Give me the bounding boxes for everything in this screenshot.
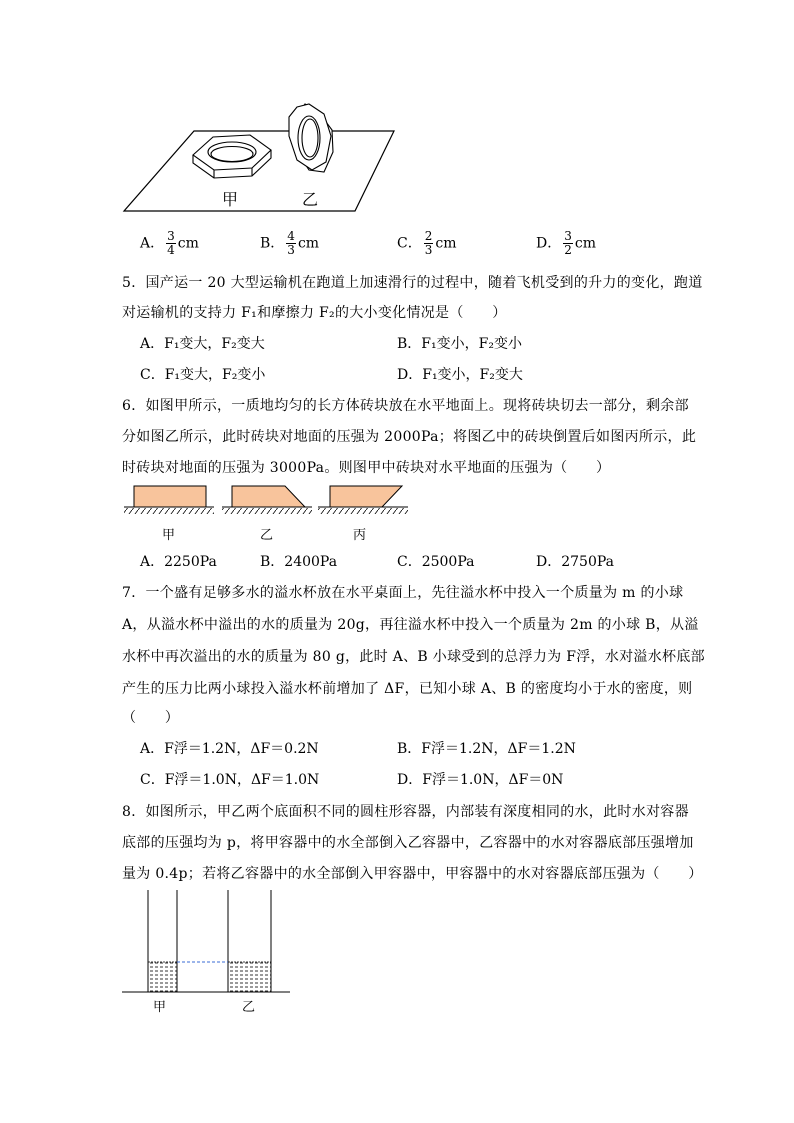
q6-option-b[interactable]: B．2400Pa	[260, 554, 338, 570]
nuts-figure	[0, 0, 794, 230]
q8-stem-line: 量为 0.4p；若将乙容器中的水全部倒入甲容器中，甲容器中的水对容器底部压强为（ ）	[122, 866, 703, 882]
q6-option-c[interactable]: C．2500Pa	[397, 554, 475, 570]
brick-bing	[330, 486, 402, 507]
water-jia	[148, 962, 177, 992]
q4-option-b[interactable]: B． $\frac{4}{3}$ cm	[260, 229, 320, 257]
q5-option-a[interactable]: A．F₁变大，F₂变大	[140, 336, 265, 352]
q8-label-jia: 甲	[153, 1000, 167, 1015]
flat-nut	[193, 135, 271, 178]
brick-figure	[0, 478, 794, 538]
q4-option-a[interactable]: A． $\frac{3}{4}$ cm	[140, 229, 199, 257]
q7-option-d[interactable]: D．F浮＝1.0N，ΔF＝0N	[397, 772, 564, 788]
q7-option-a[interactable]: A．F浮＝1.2N，ΔF＝0.2N	[140, 741, 319, 757]
upright-nut	[289, 104, 333, 172]
q8-stem-line: 8．如图所示，甲乙两个底面积不同的圆柱形容器，内部装有深度相同的水，此时水对容器	[122, 804, 689, 820]
q5-option-b[interactable]: B．F₁变小，F₂变小	[397, 336, 522, 352]
q6-stem-line: 6．如图甲所示，一质地均匀的长方体砖块放在水平地面上。现将砖块切去一部分，剩余部	[122, 398, 689, 414]
q7-stem-line: 产生的压力比两小球投入溢水杯前增加了 ΔF，已知小球 A、B 的密度均小于水的密度，则	[122, 681, 693, 697]
q4-label-jia: 甲	[222, 190, 239, 209]
q6-option-a[interactable]: A．2250Pa	[140, 554, 217, 570]
q7-stem-line: A，从溢水杯中溢出的水的质量为 20g，再往溢水杯中投入一个质量为 2m 的小球 B，从溢	[122, 617, 699, 633]
q5-stem-line: 对运输机的支持力 F₁和摩擦力 F₂的大小变化情况是（ ）	[122, 305, 507, 321]
q5-stem-line: 5．国产运一 20 大型运输机在跑道上加速滑行的过程中，随着飞机受到的升力的变化，跑道	[122, 275, 703, 291]
q7-stem-line: （ ）	[122, 710, 180, 726]
q6-label-yi: 乙	[260, 528, 274, 543]
q8-label-yi: 乙	[242, 1000, 256, 1015]
q5-option-d[interactable]: D．F₁变小，F₂变大	[397, 367, 523, 383]
brick-jia	[134, 486, 206, 507]
q6-stem-line: 分如图乙所示，此时砖块对地面的压强为 2000Pa；将图乙中的砖块倒置后如图丙所示，此	[122, 429, 697, 445]
q6-option-d[interactable]: D．2750Pa	[536, 554, 614, 570]
q6-stem-line: 时砖块对地面的压强为 3000Pa。则图甲中砖块对水平地面的压强为（ ）	[122, 460, 611, 476]
q7-stem-line: 水杯中再次溢出的水的质量为 80 g，此时 A、B 小球受到的总浮力为 F浮，水对溢水杯底部	[122, 649, 705, 665]
q4-label-yi: 乙	[302, 190, 319, 209]
q4-option-d[interactable]: D． $\frac{3}{2}$ cm	[536, 229, 596, 257]
q6-label-bing: 丙	[353, 528, 367, 543]
q7-option-c[interactable]: C．F浮＝1.0N，ΔF＝1.0N	[140, 772, 320, 788]
q4-option-c[interactable]: C． $\frac{2}{3}$ cm	[397, 229, 457, 257]
water-yi	[228, 962, 271, 992]
brick-yi	[232, 486, 305, 507]
containers-figure	[0, 885, 794, 1015]
q8-stem-line: 底部的压强均为 p，将甲容器中的水全部倒入乙容器中，乙容器中的水对容器底部压强增加	[122, 835, 694, 851]
q7-option-b[interactable]: B．F浮＝1.2N，ΔF＝1.2N	[397, 741, 576, 757]
q5-option-c[interactable]: C．F₁变大，F₂变小	[140, 367, 266, 383]
q7-stem-line: 7．一个盛有足够多水的溢水杯放在水平桌面上，先往溢水杯中投入一个质量为 m 的小球	[122, 585, 684, 601]
q6-label-jia: 甲	[162, 528, 176, 543]
